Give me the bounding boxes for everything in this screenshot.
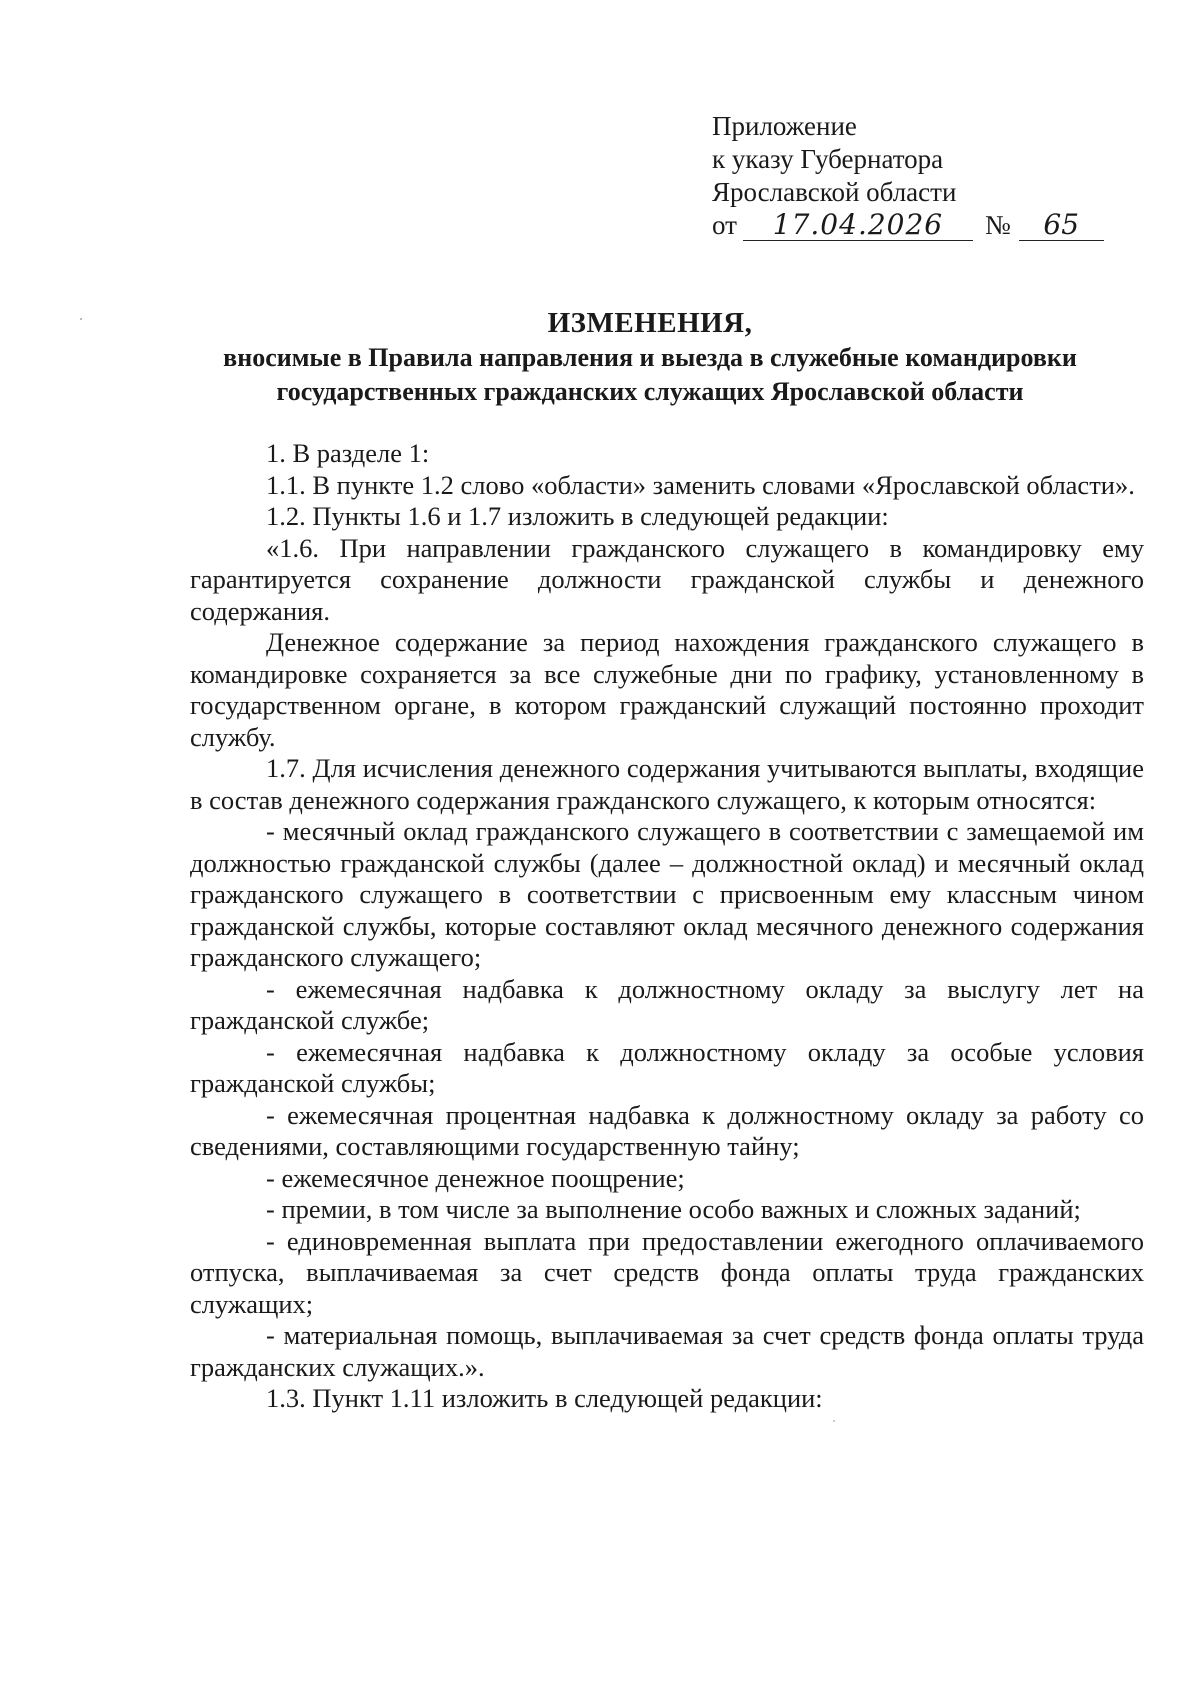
appendix-label: Приложение — [712, 111, 857, 141]
title-main: ИЗМЕНЕНИЯ, — [547, 307, 753, 339]
paragraph: 1.7. Для исчисления денежного содержания учитываются выплаты, входящие в состав денежного содержания гражданского служащего, к которым относятся: — [190, 753, 1144, 815]
number-label: № — [984, 210, 1011, 240]
list-item: - месячный оклад гражданского служащего в соответствии с замещаемой им должностью гражданской службы (далее – должностной оклад) и месячный оклад гражданского служащего в соответствии с присвоенным ему классным чином гражданской службы, которые составляют оклад месячного денежного содержания гражданского служащего; — [190, 816, 1144, 972]
paragraph: 1.1. В пункте 1.2 слово «области» заменить словами «Ярославской области». — [266, 469, 1135, 500]
title-subtitle-line-2: государственных гражданских служащих Ярославской области — [276, 377, 1024, 406]
handwritten-date: 17.04.2026 — [743, 210, 973, 241]
from-label: от — [712, 210, 737, 240]
handwritten-number: 65 — [1019, 210, 1104, 241]
paragraph: 1.3. Пункт 1.11 изложить в следующей редакции: — [266, 1383, 823, 1413]
paragraph: «1.6. При направлении гражданского служащего в командировку ему гарантируется сохранение должности гражданской службы и денежного содержания. — [190, 532, 1144, 626]
document-title — [150, 305, 1150, 409]
region-name: Ярославской области — [712, 177, 957, 207]
decree-reference: к указу Губернатора — [712, 144, 944, 174]
list-item: - премии, в том числе за выполнение особо важных и сложных заданий; — [266, 1194, 1081, 1224]
scan-speck — [80, 318, 82, 320]
paragraph: Денежное содержание за период нахождения гражданского служащего в командировке сохраняется за все служебные дни по графику, установленному в государственном органе, в котором гражданский служащий постоянно проходит службу. — [190, 627, 1144, 752]
appendix-header — [712, 110, 1104, 242]
document-body — [190, 438, 1144, 1415]
paragraph: 1.2. Пункты 1.6 и 1.7 изложить в следующей редакции: — [266, 501, 889, 531]
paragraph: 1. В разделе 1: — [266, 438, 430, 468]
list-item: - ежемесячная надбавка к должностному окладу за особые условия гражданской службы; — [190, 1036, 1144, 1098]
title-subtitle-line-1: вносимые в Правила направления и выезда в служебные командировки — [223, 343, 1077, 372]
list-item: - единовременная выплата при предоставлении ежегодного оплачиваемого отпуска, выплачиваемая за счет средств фонда оплаты труда гражданских служащих; — [190, 1225, 1144, 1319]
scan-speck — [833, 1420, 835, 1422]
list-item: - ежемесячная процентная надбавка к должностному окладу за работу со сведениями, составляющими государственную тайну; — [190, 1099, 1144, 1161]
list-item: - ежемесячная надбавка к должностному окладу за выслугу лет на гражданской службе; — [190, 973, 1144, 1035]
list-item: - материальная помощь, выплачиваемая за счет средств фонда оплаты труда гражданских служащих.». — [190, 1320, 1144, 1382]
list-item: - ежемесячное денежное поощрение; — [266, 1162, 685, 1193]
date-number-line — [712, 209, 1104, 242]
